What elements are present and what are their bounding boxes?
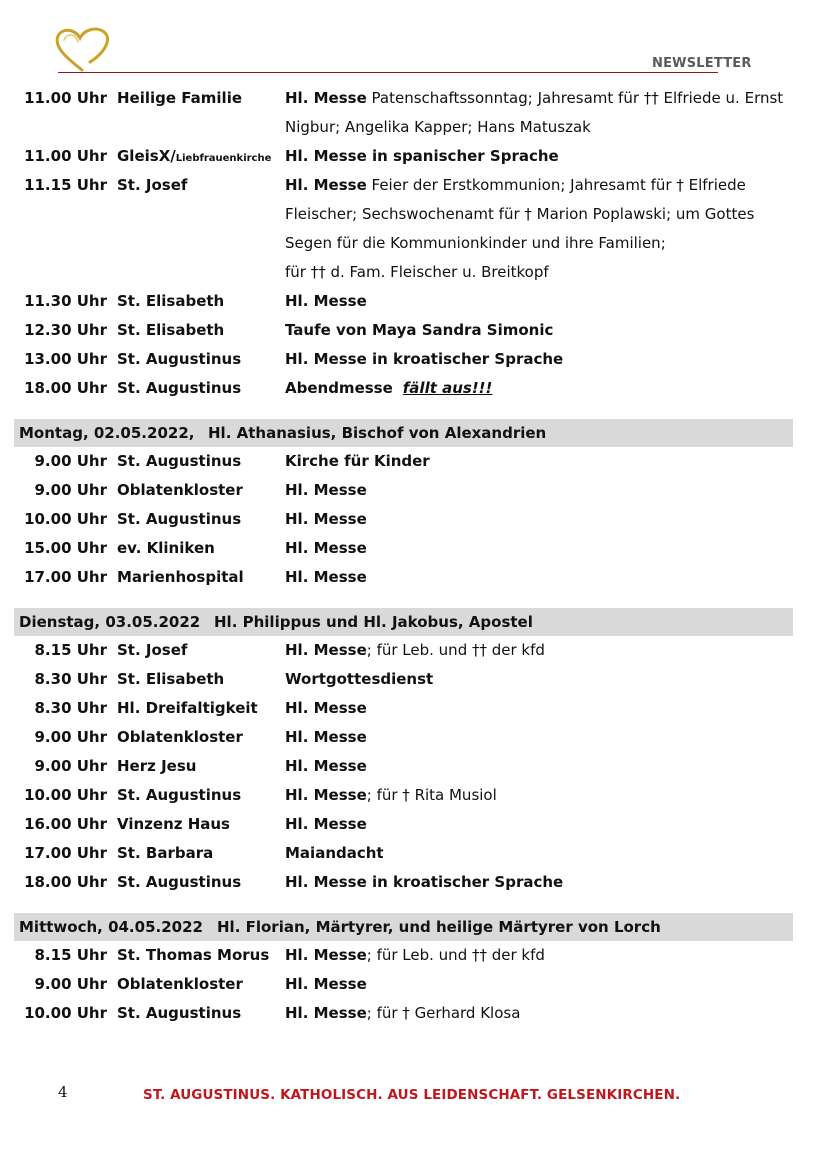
entry-place: St. Augustinus	[117, 452, 242, 470]
entry-bold-text: Hl. Messe	[285, 815, 367, 833]
schedule-row	[0, 84, 827, 113]
entry-place: St. Thomas Morus	[117, 946, 270, 964]
entry-place: St. Elisabeth	[117, 670, 225, 688]
schedule-row	[0, 345, 827, 374]
entry-place: St. Elisabeth	[117, 292, 225, 310]
entry-time: 12.30 Uhr	[24, 321, 107, 339]
schedule-row	[0, 316, 827, 345]
entry-description	[285, 171, 746, 200]
entry-place: St. Augustinus	[117, 1004, 242, 1022]
entry-description	[285, 839, 384, 868]
entry-description	[285, 345, 563, 374]
entry-time: 9.00 Uhr	[34, 481, 107, 499]
entry-description	[285, 636, 545, 665]
entry-place: Vinzenz Haus	[117, 815, 230, 833]
entry-bold-text: Hl. Messe	[285, 641, 367, 659]
entry-bold-text: Hl. Messe	[285, 699, 367, 717]
schedule-content	[0, 84, 827, 1028]
entry-description	[285, 505, 367, 534]
entry-description	[285, 447, 430, 476]
entry-time: 9.00 Uhr	[34, 452, 107, 470]
entry-description	[285, 563, 367, 592]
header-rule	[58, 72, 718, 73]
entry-description	[285, 534, 367, 563]
schedule-row	[0, 665, 827, 694]
heart-logo-icon	[50, 26, 114, 76]
entry-time: 11.00 Uhr	[24, 89, 107, 107]
entry-place: Heilige Familie	[117, 89, 243, 107]
entry-description	[285, 941, 545, 970]
entry-bold-text: Hl. Messe	[285, 1004, 367, 1022]
schedule-row	[0, 171, 827, 200]
entry-place: Oblatenkloster	[117, 481, 243, 499]
entry-place: Hl. Dreifaltigkeit	[117, 699, 258, 717]
footer-slogan: ST. AUGUSTINUS. KATHOLISCH. AUS LEIDENSCHAFT. GELSENKIRCHEN.	[143, 1087, 681, 1103]
entry-time: 15.00 Uhr	[24, 539, 107, 557]
entry-description	[285, 258, 549, 287]
entry-place: St. Augustinus	[117, 786, 242, 804]
entry-description	[285, 868, 563, 897]
entry-description	[285, 287, 367, 316]
day-header	[14, 913, 793, 941]
section-spacer	[0, 897, 827, 913]
entry-description	[285, 723, 367, 752]
newsletter-title: NEWSLETTER	[652, 56, 752, 71]
entry-time: 17.00 Uhr	[24, 844, 107, 862]
entry-description	[285, 970, 367, 999]
entry-time: 11.30 Uhr	[24, 292, 107, 310]
entry-time: 8.15 Uhr	[34, 946, 107, 964]
schedule-row	[0, 723, 827, 752]
entry-bold-text: Hl. Messe	[285, 176, 367, 194]
schedule-row	[0, 534, 827, 563]
schedule-row	[0, 999, 827, 1028]
entry-text: ; für † Gerhard Klosa	[366, 1004, 521, 1022]
schedule-row	[0, 752, 827, 781]
entry-text: Patenschaftssonntag; Jahresamt für †† Elfriede u. Ernst	[366, 89, 784, 107]
entry-time: 17.00 Uhr	[24, 568, 107, 586]
day-date: Montag, 02.05.2022,	[19, 424, 195, 442]
entry-description	[285, 752, 367, 781]
schedule-row-continuation	[0, 200, 827, 229]
entry-bold-text: Hl. Messe	[285, 89, 367, 107]
entry-time: 11.00 Uhr	[24, 147, 107, 165]
page-number: 4	[58, 1083, 68, 1101]
entry-place: Herz Jesu	[117, 757, 197, 775]
section-spacer	[0, 592, 827, 608]
entry-text: ; für † Rita Musiol	[366, 786, 497, 804]
schedule-row	[0, 142, 827, 171]
schedule-row	[0, 563, 827, 592]
day-feast: Hl. Florian, Märtyrer, und heilige Märtyrer von Lorch	[217, 918, 661, 936]
entry-time: 16.00 Uhr	[24, 815, 107, 833]
entry-place: Marienhospital	[117, 568, 244, 586]
entry-description	[285, 665, 433, 694]
schedule-row	[0, 970, 827, 999]
entry-time: 9.00 Uhr	[34, 757, 107, 775]
entry-time: 13.00 Uhr	[24, 350, 107, 368]
entry-time: 18.00 Uhr	[24, 379, 107, 397]
entry-description	[285, 113, 591, 142]
entry-bold-text: Hl. Messe in kroatischer Sprache	[285, 350, 564, 368]
schedule-row	[0, 839, 827, 868]
schedule-row	[0, 810, 827, 839]
entry-bold-text: Hl. Messe	[285, 757, 367, 775]
entry-bold-text: Maiandacht	[285, 844, 384, 862]
entry-bold-text: Hl. Messe	[285, 539, 367, 557]
day-date: Dienstag, 03.05.2022	[19, 613, 201, 631]
day-feast: Hl. Philippus und Hl. Jakobus, Apostel	[214, 613, 533, 631]
entry-description	[285, 810, 367, 839]
entry-bold-text: Hl. Messe in spanischer Sprache	[285, 147, 559, 165]
entry-text: ; für Leb. und †† der kfd	[366, 641, 545, 659]
schedule-row-continuation	[0, 229, 827, 258]
entry-bold-text: Hl. Messe	[285, 786, 367, 804]
entry-time: 10.00 Uhr	[24, 1004, 107, 1022]
schedule-row	[0, 941, 827, 970]
entry-description	[285, 229, 666, 258]
schedule-row-continuation	[0, 258, 827, 287]
entry-place: St. Augustinus	[117, 350, 242, 368]
entry-time: 8.30 Uhr	[34, 699, 107, 717]
entry-description	[285, 999, 520, 1028]
entry-bold-text: Hl. Messe	[285, 510, 367, 528]
entry-description	[285, 781, 497, 810]
entry-bold-text: Hl. Messe	[285, 568, 367, 586]
entry-time: 11.15 Uhr	[24, 176, 107, 194]
entry-place-detail: Liebfrauenkirche	[175, 153, 272, 164]
entry-note: fällt aus!!!	[402, 379, 493, 397]
entry-time: 9.00 Uhr	[34, 975, 107, 993]
schedule-row	[0, 636, 827, 665]
entry-description	[285, 694, 367, 723]
schedule-row	[0, 287, 827, 316]
entry-bold-text: Hl. Messe	[285, 292, 367, 310]
entry-text: Feier der Erstkommunion; Jahresamt für † Elfriede	[366, 176, 746, 194]
entry-place: ev. Kliniken	[117, 539, 215, 557]
entry-description	[285, 374, 492, 403]
schedule-row	[0, 694, 827, 723]
entry-bold-text: Kirche für Kinder	[285, 452, 430, 470]
entry-place: St. Augustinus	[117, 873, 242, 891]
entry-text: für †† d. Fam. Fleischer u. Breitkopf	[285, 263, 549, 281]
entry-time: 10.00 Uhr	[24, 510, 107, 528]
entry-description	[285, 84, 783, 113]
entry-time: 8.30 Uhr	[34, 670, 107, 688]
entry-time: 9.00 Uhr	[34, 728, 107, 746]
entry-time: 8.15 Uhr	[34, 641, 107, 659]
entry-text: Segen für die Kommunionkinder und ihre Familien;	[285, 234, 666, 252]
entry-bold-text: Abendmesse	[285, 379, 393, 397]
entry-place: St. Augustinus	[117, 379, 242, 397]
entry-bold-text: Hl. Messe	[285, 946, 367, 964]
entry-bold-text: Wortgottesdienst	[285, 670, 434, 688]
entry-place: St. Elisabeth	[117, 321, 225, 339]
entry-text: Nigbur; Angelika Kapper; Hans Matuszak	[285, 118, 591, 136]
day-feast: Hl. Athanasius, Bischof von Alexandrien	[208, 424, 547, 442]
schedule-row	[0, 505, 827, 534]
schedule-row	[0, 374, 827, 403]
entry-place: St. Augustinus	[117, 510, 242, 528]
entry-time: 10.00 Uhr	[24, 786, 107, 804]
schedule-row	[0, 476, 827, 505]
entry-bold-text: Taufe von Maya Sandra Simonic	[285, 321, 554, 339]
day-date: Mittwoch, 04.05.2022	[19, 918, 203, 936]
entry-place: Oblatenkloster	[117, 728, 243, 746]
day-header	[14, 608, 793, 636]
section-spacer	[0, 403, 827, 419]
entry-place: GleisX/Liebfrauenkirche	[117, 147, 272, 165]
schedule-row	[0, 781, 827, 810]
day-header	[14, 419, 793, 447]
entry-description	[285, 476, 367, 505]
schedule-row	[0, 868, 827, 897]
entry-bold-text: Hl. Messe in kroatischer Sprache	[285, 873, 564, 891]
entry-place: Oblatenkloster	[117, 975, 243, 993]
entry-place: St. Barbara	[117, 844, 214, 862]
entry-place: St. Josef	[117, 641, 188, 659]
entry-description	[285, 200, 754, 229]
schedule-row	[0, 447, 827, 476]
entry-text: ; für Leb. und †† der kfd	[366, 946, 545, 964]
entry-bold-text: Hl. Messe	[285, 975, 367, 993]
entry-time: 18.00 Uhr	[24, 873, 107, 891]
entry-place: St. Josef	[117, 176, 188, 194]
entry-description	[285, 142, 559, 171]
entry-bold-text: Hl. Messe	[285, 481, 367, 499]
schedule-row-continuation	[0, 113, 827, 142]
entry-description	[285, 316, 553, 345]
entry-bold-text: Hl. Messe	[285, 728, 367, 746]
entry-text: Fleischer; Sechswochenamt für † Marion Poplawski; um Gottes	[285, 205, 755, 223]
